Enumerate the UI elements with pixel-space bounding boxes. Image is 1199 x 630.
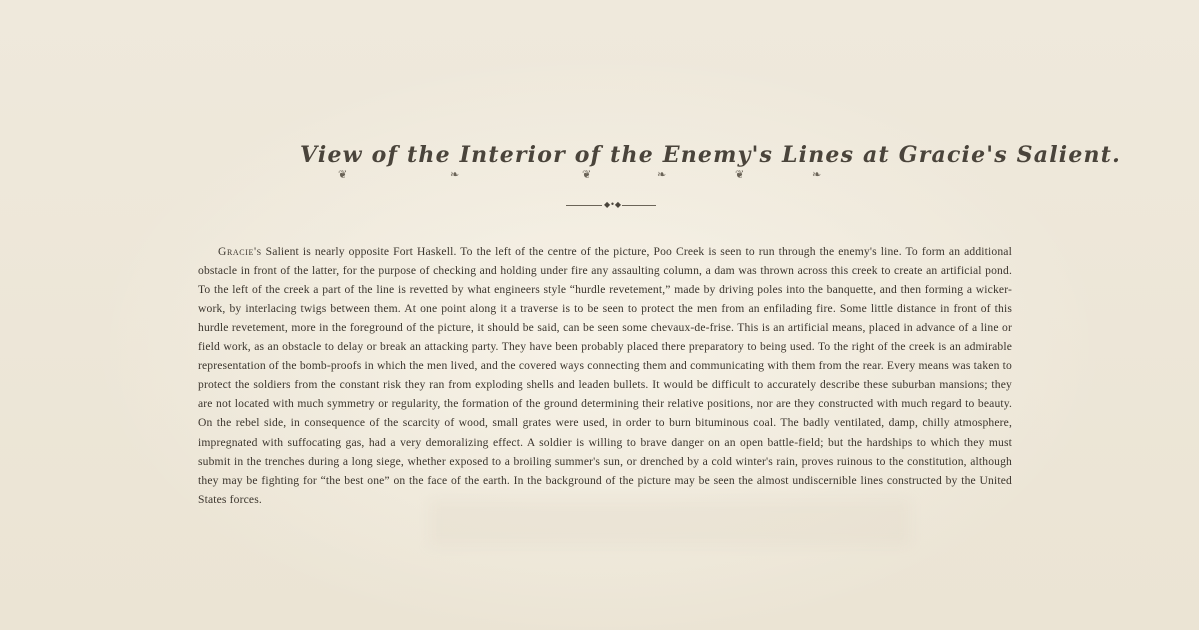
flourish-ornament: ❧ (812, 168, 822, 181)
paragraph-text: Salient is nearly opposite Fort Haskell. To the left of the centre of the picture, Poo Creek is seen to run through the enemy's line. To form an additional obstacle in front of the latter, for the purpose of checking and holding under fire any assaulting column, a dam was thrown across this creek to create an artificial pond. To the left of the creek a part of the line is revetted by what engineers style “hurdle revetement,” made by driving poles into the banquette, and then forming a wicker-work, by interlacing twigs between them. At one point along it a traverse is to be seen to protect the men from an enfilading fire. Some little distance in front of this hurdle revetement, more in the foreground of the picture, it should be said, can be seen some chevaux-de-frise. This is an artificial means, placed in advance of a line or field work, as an obstacle to delay or break an attacking party. They have been probably placed there preparatory to being used. To the right of the creek is an admirable representation of the bomb-proofs in which the men lived, and the covered ways connecting them and communicating with them from the rear. Every means was taken to protect the soldiers from the constant risk they ran from exploding shells and leaden bullets. It would be difficult to accurately describe these suburban mansions; they are not located with much symmetry or regularity, the formation of the ground determining their relative positions, nor are they constructed with much regard to beauty. On the rebel side, in consequence of the scarcity of wood, small grates were used, in order to burn bituminous coal. The badly ventilated, damp, chilly atmosphere, impregnated with suffocating gas, had a very demoralizing effect. A soldier is willing to brave danger on an open battle-field; but the hardships to which they must submit in the trenches during a long siege, whether exposed to a broiling summer's sun, or drenched by a cold winter's rain, proves ruinous to the constitution, although they may be fighting for “the best one” on the face of the earth. In the background of the picture may be seen the almost undiscernible lines constructed by the United States forces. (198, 244, 1012, 506)
page-title: View of the Interior of the Enemy's Lines at Gracie's Salient. (300, 142, 1121, 168)
flourish-ornament: ❧ (450, 168, 460, 181)
show-through-shadow (430, 500, 910, 545)
divider-line-right (622, 205, 656, 206)
flourish-ornament: ❧ (657, 168, 667, 181)
lead-word: Gracie's (218, 244, 262, 258)
flourish-ornament: ❦ (582, 168, 592, 181)
divider-ornament-icon: ◆•◆ (604, 200, 622, 209)
flourish-ornament: ❦ (338, 168, 348, 181)
body-paragraph (198, 242, 1012, 509)
divider-line-left (566, 205, 602, 206)
flourish-ornament: ❦ (735, 168, 745, 181)
title-flourishes (330, 168, 870, 188)
section-divider (566, 200, 656, 209)
